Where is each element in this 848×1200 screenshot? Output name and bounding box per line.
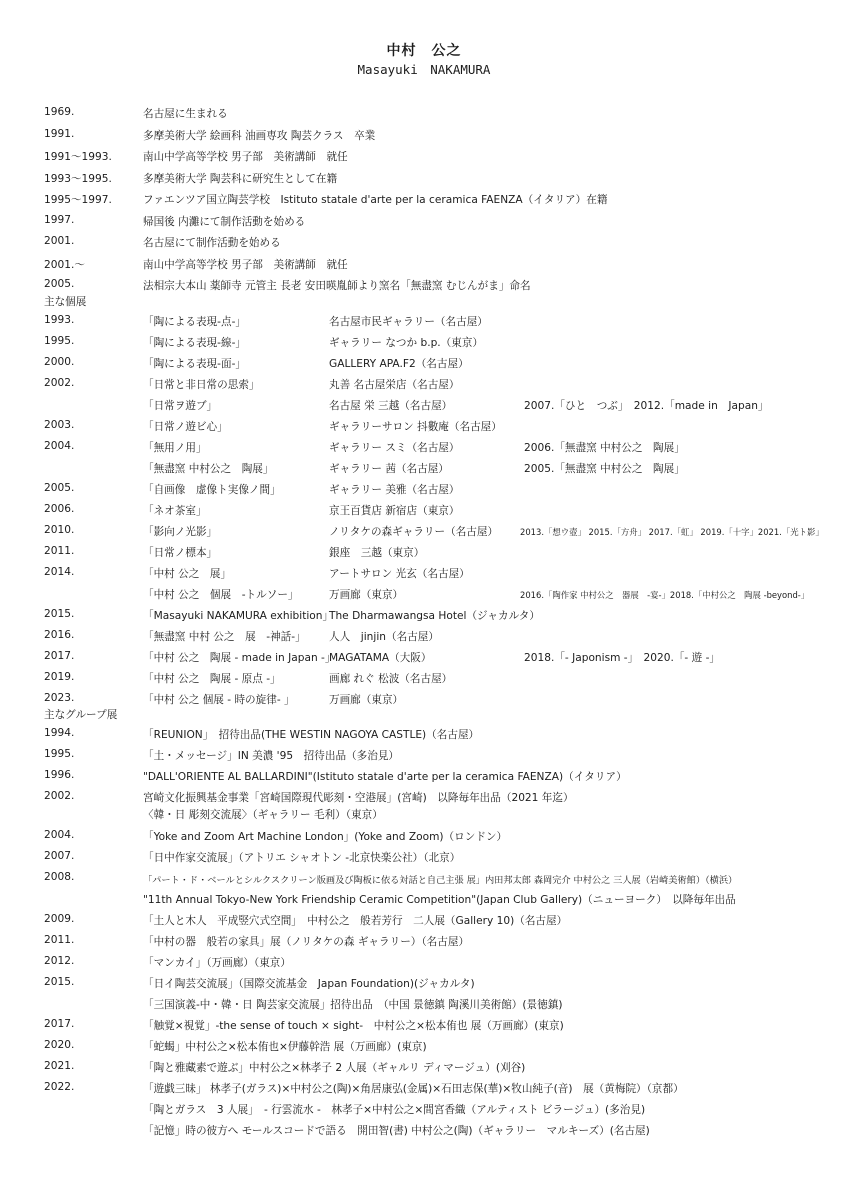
group-year: 2017. [44,1018,75,1030]
group-row [0,1123,848,1144]
solo-year: 2006. [44,503,75,515]
solo-year: 2023. [44,692,75,704]
group-row [0,1081,848,1102]
solo-title: 「日常ヲ遊ブ」 [143,400,218,412]
solo-venue: GALLERY APA.F2（名古屋） [329,358,469,370]
solo-year: 2000. [44,356,75,368]
career-row [0,235,848,256]
solo-venue: ノリタケの森ギャラリー（名古屋） [329,526,499,538]
solo-venue: ギャラリー 美雅（名古屋） [329,484,460,496]
group-row [0,871,848,892]
solo-venue: ギャラリー スミ（名古屋） [329,442,460,454]
career-row [0,214,848,235]
group-year: 1994. [44,727,75,739]
group-text: 「蛇蝎」中村公之×松本侑也×伊藤幹浩 展（万画廊）(東京) [143,1041,427,1053]
solo-row [0,566,848,587]
solo-title: 「日常ノ遊ビ心」 [143,421,228,433]
career-year: 2005. [44,278,75,290]
solo-venue: アートサロン 光玄（名古屋） [329,568,470,580]
career-year: 1969. [44,106,75,118]
group-text: 「陶とガラス 3 人展」 - 行雲流水 - 林孝子×中村公之×間宮香織（アルティスト ビラージュ）(多治見) [143,1104,646,1116]
artist-name-japanese: 中村 公之 [386,43,462,59]
group-text: "11th Annual Tokyo-New York Friendship Ceramic Competition"(Japan Club Gallery)（ニューヨーク） 以降毎年出品 [143,894,736,906]
group-row [0,1060,848,1081]
group-year: 2012. [44,955,75,967]
solo-title: 「中村 公之 陶展 - 原点 -」 [143,673,281,685]
group-year: 2020. [44,1039,75,1051]
group-text: 「日中作家交流展」（アトリエ シャオトン -北京快楽公社）（北京） [143,852,461,864]
group-text: 「記憶」時の彼方へ モールスコードで語る 開田智(書) 中村公之(陶)（ギャラリー マルキーズ）(名古屋) [143,1125,650,1137]
solo-year: 2002. [44,377,75,389]
career-year: 2001. [44,235,75,247]
solo-title: 「無盡窯 中村公之 陶展」 [143,463,274,475]
solo-year: 2011. [44,545,75,557]
career-year: 1997. [44,214,75,226]
career-year: 1993～1995. [44,173,112,185]
solo-title: 「日常ノ標本」 [143,547,218,559]
group-text: 「土人と木人 平成竪穴式空間」 中村公之 般若芳行 二人展（Gallery 10)（名古屋） [143,915,568,927]
group-text: 「触覚×視覚」-the sense of touch × sight- 中村公之×松本侑也 展（万画廊）(東京) [143,1020,564,1032]
solo-exhibitions-heading: 主な個展 [44,296,87,308]
solo-year: 1993. [44,314,75,326]
career-text: 南山中学高等学校 男子部 美術講師 就任 [143,151,348,163]
group-row [0,913,848,934]
career-row [0,106,848,127]
solo-extra: 2013.「想ウ壺」 2015.「方舟」 2017.「虹」 2019.「十字」2021.「光ト影」 [520,527,824,537]
solo-year: 2019. [44,671,75,683]
solo-row [0,461,848,482]
group-row [0,955,848,976]
group-row [0,727,848,748]
group-row [0,997,848,1018]
group-year: 2002. [44,790,75,802]
career-row [0,128,848,149]
career-year: 1991～1993. [44,151,112,163]
solo-extra: 2018.「- Japonism -」 2020.「- 遊 -」 [524,652,720,664]
group-text: 「パート・ド・ベールとシルクスクリーン版画及び陶板に依る対話と自己主張 展」内田邦太郎 森岡完介 中村公之 三人展（岩崎美術館）（横浜） [143,875,738,886]
career-row [0,257,848,278]
solo-row [0,377,848,398]
group-year: 2007. [44,850,75,862]
solo-year: 2010. [44,524,75,536]
solo-row [0,545,848,566]
group-year: 2022. [44,1081,75,1093]
group-text: 「マンカイ」（万画廊）（東京） [143,957,291,969]
group-year: 2021. [44,1060,75,1072]
solo-venue: MAGATAMA（大阪） [329,652,432,664]
solo-venue: 人人 jinjin（名古屋） [329,631,439,643]
group-row [0,892,848,913]
group-year: 2009. [44,913,75,925]
solo-year: 2014. [44,566,75,578]
career-text: 名古屋にて制作活動を始める [143,237,281,249]
group-year: 2008. [44,871,75,883]
solo-title: 「陶による表現-線-」 [143,337,246,349]
solo-title: 「ネオ茶室」 [143,505,207,517]
solo-row [0,503,848,524]
solo-venue: ギャラリーサロン 抖數庵（名古屋） [329,421,502,433]
solo-title: 「無盡窯 中村 公之 展 -神話-」 [143,631,306,643]
group-text: 「遊戯三昧」 林孝子(ガラス)×中村公之(陶)×角居康弘(金属)×石田志保(華)×牧山純子(音) 展（黄梅院）（京都） [143,1083,684,1095]
solo-venue: 名古屋 栄 三越（名古屋） [329,400,453,412]
artist-name-english: Masayuki NAKAMURA [357,62,491,77]
solo-title: 「中村 公之 個展 -トルソー」 [143,589,299,601]
group-exhibitions-heading: 主なグループ展 [44,709,118,721]
group-text: 「中村の器 般若の家具」展（ノリタケの森 ギャラリー）（名古屋） [143,936,470,948]
solo-venue: 万画廊（東京） [329,694,404,706]
solo-row [0,482,848,503]
group-row [0,807,848,828]
solo-extra: 2016.「陶作家 中村公之 器展 -宴-」2018.「中村公之 陶展 -beyond-」 [520,590,810,600]
group-row [0,934,848,955]
solo-row [0,419,848,440]
career-text: 多摩美術大学 絵画科 油画専攻 陶芸クラス 卒業 [143,130,376,142]
solo-year: 2016. [44,629,75,641]
solo-extra: 2005.「無盡窯 中村公之 陶展」 [524,463,685,475]
solo-title: 「中村 公之 展」 [143,568,232,580]
solo-extra: 2006.「無盡窯 中村公之 陶展」 [524,442,685,454]
solo-title: 「中村 公之 陶展 - made in Japan -」 [143,652,336,664]
solo-row [0,587,848,608]
group-row [0,976,848,997]
solo-year: 2005. [44,482,75,494]
solo-row [0,692,848,713]
group-row [0,1102,848,1123]
solo-year: 2004. [44,440,75,452]
solo-title: 「日常と非日常の思索」 [143,379,260,391]
solo-title: 「Masayuki NAKAMURA exhibition」 [143,610,334,622]
solo-year: 2017. [44,650,75,662]
solo-row [0,629,848,650]
career-row [0,192,848,213]
group-year: 2015. [44,976,75,988]
solo-venue: 画廊 れぐ 松波（名古屋） [329,673,453,685]
group-text: "DALL'ORIENTE AL BALLARDINI"(Istituto statale d'arte per la ceramica FAENZA)（イタリア） [143,771,627,783]
group-year: 2004. [44,829,75,841]
solo-row [0,398,848,419]
group-text: 「REUNION」 招待出品(THE WESTIN NAGOYA CASTLE)（名古屋） [143,729,480,741]
solo-row [0,524,848,545]
group-year: 1995. [44,748,75,760]
career-row [0,149,848,170]
solo-row [0,671,848,692]
group-row [0,1018,848,1039]
solo-year: 2015. [44,608,75,620]
group-row [0,769,848,790]
solo-row [0,335,848,356]
solo-venue: 銀座 三越（東京） [329,547,425,559]
group-row [0,850,848,871]
group-text: 「日イ陶芸交流展」（国際交流基金 Japan Foundation)(ジャカルタ) [143,978,475,990]
solo-extra: 2007.「ひと つぶ」 2012.「made in Japan」 [524,400,769,412]
solo-row [0,650,848,671]
career-text: 名古屋に生まれる [143,108,228,120]
career-text: 多摩美術大学 陶芸科に研究生として在籍 [143,173,338,185]
solo-venue: 万画廊（東京） [329,589,404,601]
solo-venue: ギャラリー 茜（名古屋） [329,463,449,475]
career-text: 法相宗大本山 薬師寺 元管主 長老 安田暎胤師より窯名「無盡窯 むじんがま」命名 [143,280,531,292]
solo-year: 2003. [44,419,75,431]
group-text: 「陶と雅藏素で遊ぶ」中村公之×林孝子 2 人展（ギャルリ ディマージュ）(刈谷) [143,1062,526,1074]
solo-title: 「陶による表現-点-」 [143,316,246,328]
solo-venue: 丸善 名古屋栄店（名古屋） [329,379,460,391]
group-text: 「土・メッセージ」IN 美濃 '95 招待出品（多治見） [143,750,400,762]
solo-row [0,356,848,377]
group-row [0,748,848,769]
solo-title: 「無用ノ用」 [143,442,207,454]
group-text: 「三国演義-中・韓・日 陶芸家交流展」招待出品 （中国 景徳鎮 陶溪川美術館）(景徳鎮) [143,999,563,1011]
group-row [0,1039,848,1060]
solo-row [0,608,848,629]
career-row [0,278,848,299]
career-text: ファエンツア国立陶芸学校 Istituto statale d'arte per la ceramica FAENZA（イタリア）在籍 [143,194,608,206]
group-text: 「Yoke and Zoom Art Machine London」(Yoke and Zoom)（ロンドン） [143,831,508,843]
solo-title: 「陶による表現-面-」 [143,358,246,370]
group-year: 1996. [44,769,75,781]
solo-row [0,440,848,461]
group-year: 2011. [44,934,75,946]
career-year: 1995～1997. [44,194,112,206]
solo-title: 「中村 公之 個展 - 時の旋律- 」 [143,694,295,706]
career-row [0,171,848,192]
group-row [0,829,848,850]
career-text: 南山中学高等学校 男子部 美術講師 就任 [143,259,348,271]
group-text: 〈韓・日 彫刻交流展〉（ギャラリー 毛利）（東京） [143,809,383,821]
solo-title: 「自画像 虚像ト実像ノ間」 [143,484,281,496]
solo-venue: 京王百貨店 新宿店（東京） [329,505,460,517]
career-year: 1991. [44,128,75,140]
group-text: 宮崎文化振興基金事業「宮崎国際現代彫刻・空港展」(宮崎) 以降毎年出品（2021 年迄） [143,792,574,804]
solo-venue: 名古屋市民ギャラリー（名古屋） [329,316,488,328]
solo-row [0,314,848,335]
solo-year: 1995. [44,335,75,347]
career-text: 帰国後 内灘にて制作活動を始める [143,216,306,228]
solo-title: 「影向ノ光影」 [143,526,218,538]
solo-venue: The Dharmawangsa Hotel（ジャカルタ） [329,610,540,622]
career-year: 2001.～ [44,259,85,271]
solo-venue: ギャラリー なつか b.p.（東京） [329,337,484,349]
